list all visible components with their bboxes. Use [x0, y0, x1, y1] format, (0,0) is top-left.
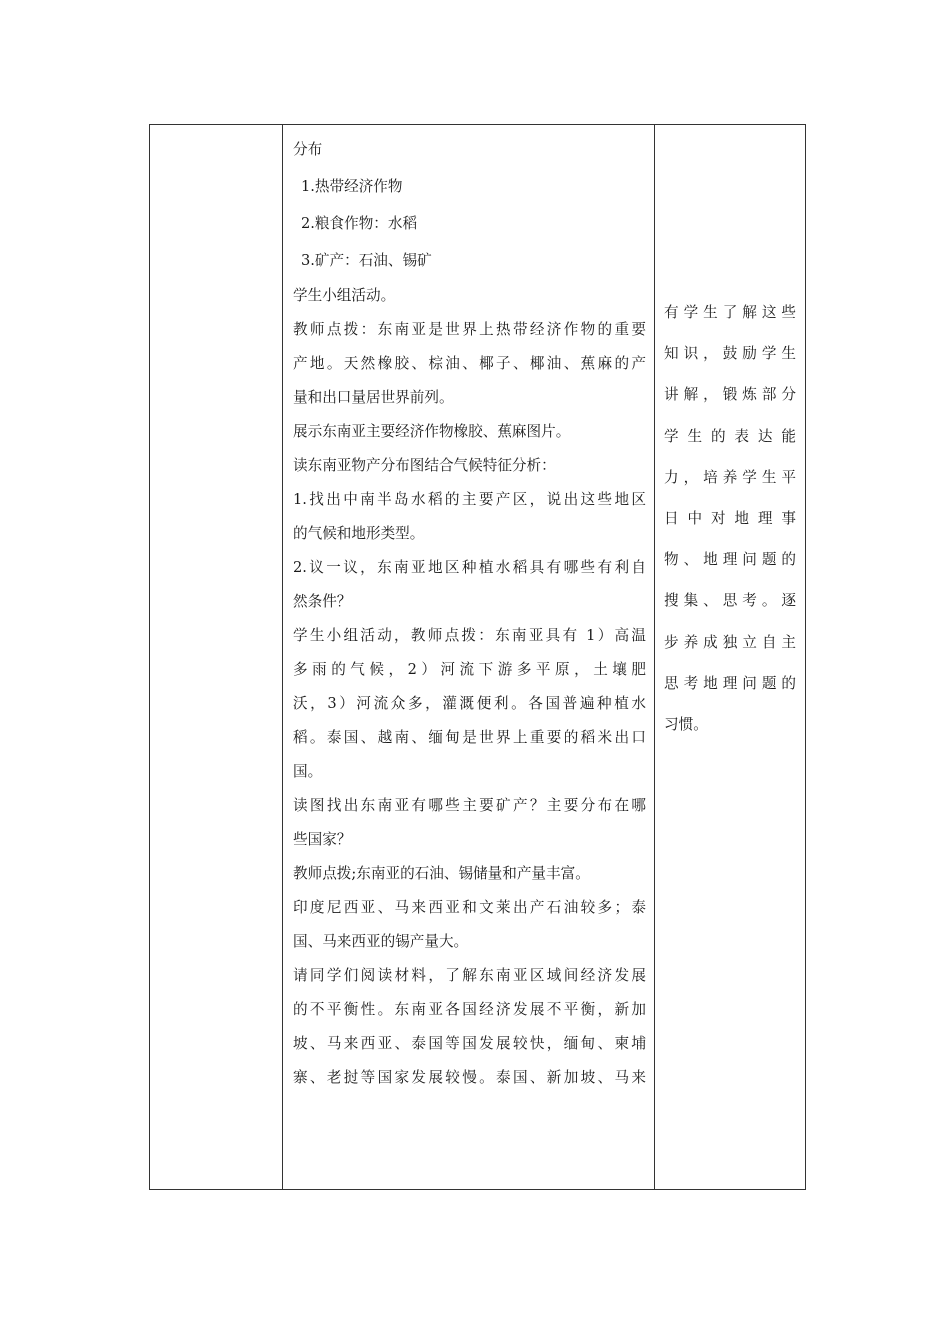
content-line: 1.找出中南半岛水稻的主要产区，说出这些地区 — [293, 491, 646, 508]
content-line: 的气候和地形类型。 — [293, 525, 425, 542]
teaching-content-text — [283, 125, 654, 1095]
content-line: 印度尼西亚、马来西亚和文莱出产石油较多；泰 — [293, 899, 646, 916]
design-intent-text — [664, 292, 796, 745]
note-line: 习惯。 — [664, 715, 708, 733]
content-line: 教师点拨;东南亚的石油、锡储量和产量丰富。 — [293, 865, 590, 882]
content-line: 沃，3）河流众多，灌溉便利。各国普遍种植水 — [293, 695, 646, 712]
note-line: 日中对地理事 — [664, 509, 796, 527]
note-line: 步养成独立自主 — [664, 633, 796, 651]
teaching-content-cell — [283, 125, 655, 1190]
content-line: 分布 — [293, 141, 323, 158]
note-line: 有学生了解这些 — [664, 304, 796, 321]
table-row — [150, 125, 806, 1190]
content-line: 国。 — [293, 763, 323, 780]
note-line: 物、地理问题的 — [664, 551, 796, 569]
note-line: 知识，鼓励学生 — [664, 345, 796, 363]
note-line: 力，培养学生平 — [664, 468, 796, 486]
lesson-table — [149, 124, 806, 1190]
content-line: 2.议一议，东南亚地区种植水稻具有哪些有利自 — [293, 559, 646, 576]
content-line: 然条件？ — [293, 593, 352, 610]
content-line: 些国家？ — [293, 831, 352, 848]
content-line: 2.粮食作物：水稻 — [301, 215, 418, 232]
content-line: 读东南亚物产分布图结合气候特征分析： — [293, 457, 556, 474]
content-line: 学生小组活动。 — [293, 287, 396, 304]
content-line: 的不平衡性。东南亚各国经济发展不平衡，新加 — [293, 1001, 646, 1018]
content-line: 教师点拨：东南亚是世界上热带经济作物的重要 — [293, 321, 646, 338]
design-intent-cell — [655, 125, 806, 1190]
note-line: 讲解，锻炼部分 — [664, 386, 796, 404]
content-line: 产地。天然橡胶、棕油、椰子、椰油、蕉麻的产 — [293, 355, 646, 372]
content-line: 国、马来西亚的锡产量大。 — [293, 933, 469, 950]
content-line: 坡、马来西亚、泰国等国发展较快，缅甸、柬埔 — [293, 1035, 646, 1052]
content-line: 请同学们阅读材料，了解东南亚区域间经济发展 — [293, 967, 646, 984]
left-empty-cell — [150, 125, 283, 1190]
content-line: 3.矿产：石油、锡矿 — [301, 252, 432, 269]
content-line: 稻。泰国、越南、缅甸是世界上重要的稻米出口 — [293, 729, 646, 746]
content-line: 展示东南亚主要经济作物橡胶、蕉麻图片。 — [293, 423, 571, 440]
content-line: 1.热带经济作物 — [301, 178, 403, 195]
content-line: 学生小组活动，教师点拨：东南亚具有 1）高温 — [293, 627, 646, 644]
note-line: 搜集、思考。逐 — [664, 592, 796, 610]
content-line: 量和出口量居世界前列。 — [293, 389, 454, 406]
note-line: 学生的表达能 — [664, 427, 796, 445]
content-line: 读图找出东南亚有哪些主要矿产？主要分布在哪 — [293, 797, 646, 814]
content-line: 多雨的气候，2）河流下游多平原，土壤肥 — [293, 661, 646, 678]
content-line: 寨、老挝等国家发展较慢。泰国、新加坡、马来 — [293, 1069, 646, 1086]
note-line: 思考地理问题的 — [664, 674, 796, 692]
